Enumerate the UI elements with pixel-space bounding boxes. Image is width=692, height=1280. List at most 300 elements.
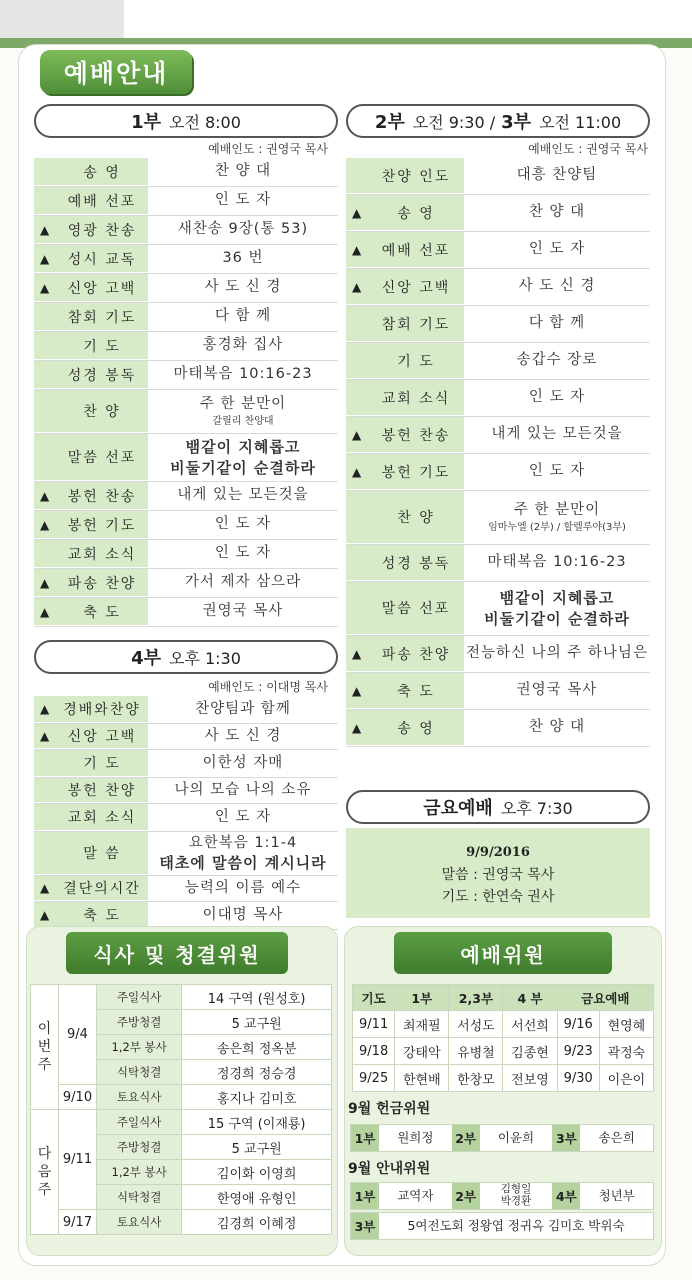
order-row bbox=[34, 158, 338, 187]
order-row bbox=[346, 380, 650, 417]
guide-row2 bbox=[350, 1212, 654, 1240]
order-row bbox=[346, 636, 650, 673]
order-label bbox=[346, 636, 464, 672]
order-row bbox=[34, 876, 338, 902]
order-label-text: 성경 봉독 bbox=[381, 555, 451, 572]
order-label-text: 말 씀 bbox=[83, 846, 121, 862]
committee-cell: 서선희 bbox=[503, 1011, 557, 1038]
meal-date: 9/4 bbox=[59, 985, 97, 1085]
order-row bbox=[346, 582, 650, 636]
meal-date: 9/17 bbox=[59, 1210, 97, 1235]
meal-category: 토요식사 bbox=[97, 1210, 182, 1235]
guide-row1 bbox=[350, 1182, 654, 1210]
committee-header: 1부 bbox=[395, 985, 449, 1011]
guide-value: 교역자 bbox=[397, 1188, 434, 1204]
committee-header: 기도 bbox=[353, 985, 395, 1011]
order-value-text: 권영국 목사 bbox=[516, 682, 598, 699]
meal-category: 1,2부 봉사 bbox=[97, 1160, 182, 1185]
order-value-text: 인 도 자 bbox=[528, 241, 586, 258]
order-value-text: 다 함 께 bbox=[214, 308, 272, 325]
order-label-text: 봉헌 기도 bbox=[67, 517, 137, 534]
order-value-text: 이대명 목사 bbox=[202, 906, 284, 923]
order-row bbox=[346, 545, 650, 582]
order-value bbox=[148, 336, 338, 356]
order-label bbox=[34, 832, 148, 875]
order-label bbox=[34, 361, 148, 389]
friday-time: 오후 7:30 bbox=[500, 798, 573, 818]
committee-header: 4 부 bbox=[503, 985, 557, 1011]
order-label bbox=[34, 187, 148, 215]
service3-time: 오전 11:00 bbox=[539, 112, 622, 132]
order-label bbox=[34, 245, 148, 273]
order-label-text: 찬 양 bbox=[397, 510, 435, 526]
order-label bbox=[346, 454, 464, 490]
committee-row bbox=[353, 1065, 654, 1092]
order-row bbox=[34, 778, 338, 804]
friday-prayer: 기도 : 한연숙 권사 bbox=[441, 889, 555, 905]
order-label bbox=[346, 545, 464, 581]
service2-time: 오전 9:30 / bbox=[412, 112, 496, 132]
order-value-text: 홍경화 집사 bbox=[202, 337, 284, 354]
order-value-text: 사 도 신 경 bbox=[518, 278, 596, 295]
meal-value: 김이화 이영희 bbox=[182, 1160, 332, 1185]
triangle-icon: ▲ bbox=[352, 683, 362, 698]
order-label-text: 성경 봉독 bbox=[67, 367, 137, 384]
order-value-text: 사 도 신 경 bbox=[204, 727, 282, 744]
order-value bbox=[464, 388, 650, 408]
triangle-icon: ▲ bbox=[352, 720, 362, 735]
order-label bbox=[34, 778, 148, 803]
triangle-icon: ▲ bbox=[40, 517, 50, 532]
order-row bbox=[34, 724, 338, 750]
order-value bbox=[148, 544, 338, 564]
triangle-icon: ▲ bbox=[352, 427, 362, 442]
order-value-text: 능력의 이름 예수 bbox=[184, 879, 302, 896]
order-label bbox=[34, 750, 148, 777]
guide-row2-key: 3부 bbox=[351, 1213, 379, 1239]
order-label-text: 송 영 bbox=[397, 205, 435, 222]
order-row bbox=[346, 710, 650, 747]
order-row bbox=[34, 482, 338, 511]
service3-part: 3부 bbox=[501, 112, 532, 133]
order-row bbox=[34, 332, 338, 361]
order-value bbox=[148, 220, 338, 240]
order-row bbox=[346, 673, 650, 710]
committee-cell: 9/25 bbox=[353, 1065, 395, 1092]
order-label bbox=[346, 195, 464, 231]
order-value-text: 나의 모습 나의 소유 bbox=[174, 781, 312, 798]
meal-category: 식탁청결 bbox=[97, 1185, 182, 1210]
order-label-text: 교회 소식 bbox=[67, 810, 137, 826]
guide-value: 김형일 박경환 bbox=[500, 1183, 532, 1207]
committee-cell: 9/30 bbox=[557, 1065, 599, 1092]
offering-key: 2부 bbox=[452, 1125, 480, 1151]
committee-cell: 9/23 bbox=[557, 1038, 599, 1065]
order-label bbox=[34, 598, 148, 626]
committee-cell: 9/11 bbox=[353, 1011, 395, 1038]
order-label-text: 봉헌 찬송 bbox=[67, 488, 137, 505]
triangle-icon: ▲ bbox=[40, 280, 50, 295]
guide-value: 청년부 bbox=[598, 1188, 635, 1204]
order-value-text: 뱀같이 지혜롭고 bbox=[499, 589, 615, 608]
order-label bbox=[346, 343, 464, 379]
top-gray-block bbox=[0, 0, 124, 40]
committee-cell: 9/16 bbox=[557, 1011, 599, 1038]
meal-week-label: 다 음 주 bbox=[31, 1110, 59, 1235]
order-row bbox=[346, 454, 650, 491]
committee-row bbox=[353, 1038, 654, 1065]
triangle-icon: ▲ bbox=[352, 646, 362, 661]
offering-row bbox=[350, 1124, 654, 1152]
service4-time: 오후 1:30 bbox=[168, 648, 241, 668]
order-value-text-2: 태초에 말씀이 계시니라 bbox=[159, 854, 327, 873]
order-label bbox=[34, 274, 148, 302]
meal-value: 15 구역 (이재룡) bbox=[182, 1110, 332, 1135]
order-label bbox=[34, 390, 148, 433]
order-label bbox=[34, 511, 148, 539]
order-value-text: 다 함 께 bbox=[528, 315, 586, 332]
order-value bbox=[148, 249, 338, 269]
committee-cell: 전보영 bbox=[503, 1065, 557, 1092]
committee-cell: 한현배 bbox=[395, 1065, 449, 1092]
friday-sermon: 말씀 : 권영국 목사 bbox=[441, 867, 555, 883]
order-value bbox=[464, 314, 650, 334]
order-value bbox=[464, 681, 650, 701]
service2-part: 2부 bbox=[374, 112, 405, 133]
order-label-text: 찬 양 bbox=[83, 404, 121, 420]
order-label-text: 봉헌 찬양 bbox=[67, 783, 137, 799]
committee-cell: 현영혜 bbox=[599, 1011, 653, 1038]
meal-row bbox=[31, 1210, 332, 1235]
order-label-text: 송 영 bbox=[83, 164, 121, 181]
order-label bbox=[346, 158, 464, 194]
committee-cell: 강태악 bbox=[395, 1038, 449, 1065]
order-value-text: 주 한 분만이 bbox=[199, 395, 287, 412]
order-value-sub: 갈릴리 찬양대 bbox=[212, 415, 274, 427]
order-label-text: 참회 기도 bbox=[67, 309, 137, 326]
order-value bbox=[148, 278, 338, 298]
committee-cell: 서성도 bbox=[449, 1011, 503, 1038]
order-value-text: 마태복음 10:16-23 bbox=[487, 554, 627, 571]
order-value bbox=[464, 553, 650, 573]
order-label bbox=[34, 724, 148, 749]
order-value bbox=[464, 462, 650, 482]
triangle-icon: ▲ bbox=[352, 279, 362, 294]
order-value bbox=[148, 906, 338, 926]
order-value-text: 이한성 자매 bbox=[202, 754, 284, 771]
service4-header bbox=[34, 640, 338, 674]
friday-title: 금요예배 bbox=[423, 798, 493, 819]
guide-key: 1부 bbox=[351, 1183, 379, 1209]
order-label-text: 말씀 선포 bbox=[381, 601, 451, 617]
order-value-text: 찬 양 대 bbox=[214, 163, 272, 180]
order-value-text: 인 도 자 bbox=[214, 192, 272, 209]
order-row bbox=[346, 269, 650, 306]
offering-value: 원희정 bbox=[397, 1130, 434, 1146]
order-value-text: 전능하신 나의 주 하나님은 bbox=[466, 645, 648, 662]
order-label-text: 참회 기도 bbox=[381, 316, 451, 333]
order-label-text: 송 영 bbox=[397, 720, 435, 737]
service23-leader: 예배인도 : 권영국 목사 bbox=[528, 142, 648, 156]
triangle-icon: ▲ bbox=[40, 729, 50, 743]
meal-week-label: 이 번 주 bbox=[31, 985, 59, 1110]
meal-title: 식사 및 청결위원 bbox=[66, 932, 288, 974]
order-label-text: 예배 선포 bbox=[67, 193, 137, 210]
order-label bbox=[34, 482, 148, 510]
order-row bbox=[34, 361, 338, 390]
guide-key: 4부 bbox=[552, 1183, 580, 1209]
order-value-text: 인 도 자 bbox=[528, 389, 586, 406]
order-value-text: 마태복음 10:16-23 bbox=[173, 366, 313, 383]
order-row bbox=[34, 390, 338, 434]
offering-title: 9월 헌금위원 bbox=[348, 1101, 431, 1117]
order-label-text: 봉헌 기도 bbox=[381, 464, 451, 481]
committee-cell: 최재필 bbox=[395, 1011, 449, 1038]
order-value bbox=[148, 191, 338, 211]
order-value bbox=[464, 240, 650, 260]
order-label bbox=[346, 582, 464, 635]
triangle-icon: ▲ bbox=[40, 908, 50, 922]
order-row bbox=[34, 832, 338, 876]
triangle-icon: ▲ bbox=[40, 251, 50, 266]
order-label bbox=[346, 710, 464, 746]
order-value bbox=[464, 203, 650, 223]
meal-value: 14 구역 (원성호) bbox=[182, 985, 332, 1010]
triangle-icon: ▲ bbox=[40, 881, 50, 895]
order-value-text: 가서 제자 삼으라 bbox=[184, 574, 302, 591]
meal-date: 9/10 bbox=[59, 1085, 97, 1110]
triangle-icon: ▲ bbox=[352, 464, 362, 479]
order-label bbox=[34, 303, 148, 331]
meal-row bbox=[31, 1085, 332, 1110]
order-value bbox=[464, 644, 650, 664]
offering-key: 1부 bbox=[351, 1125, 379, 1151]
offering-value: 이윤희 bbox=[497, 1130, 535, 1146]
order-row bbox=[346, 491, 650, 545]
order-value-text: 권영국 목사 bbox=[202, 603, 284, 620]
triangle-icon: ▲ bbox=[40, 702, 50, 716]
order-row bbox=[34, 216, 338, 245]
order-label-text: 교회 소식 bbox=[67, 546, 137, 563]
offering-value: 송은희 bbox=[598, 1130, 635, 1146]
order-label-text: 결단의시간 bbox=[63, 881, 141, 897]
order-label bbox=[34, 216, 148, 244]
order-value bbox=[148, 602, 338, 622]
order-value-text: 찬양팀과 함께 bbox=[195, 700, 291, 717]
order-value bbox=[464, 351, 650, 371]
triangle-icon: ▲ bbox=[40, 575, 50, 590]
order-value bbox=[148, 307, 338, 327]
order-row bbox=[34, 569, 338, 598]
order-label-text: 신앙 고백 bbox=[67, 729, 137, 745]
service23-order bbox=[346, 158, 650, 747]
committee-cell: 9/18 bbox=[353, 1038, 395, 1065]
order-label-text: 기 도 bbox=[83, 756, 121, 772]
order-label-text: 경배와찬양 bbox=[63, 702, 141, 718]
committee-cell: 한창모 bbox=[449, 1065, 503, 1092]
order-value-text: 내게 있는 모든것을 bbox=[177, 487, 309, 504]
order-value-text: 인 도 자 bbox=[214, 545, 272, 562]
order-row bbox=[34, 274, 338, 303]
order-row bbox=[346, 232, 650, 269]
service1-leader: 예배인도 : 권영국 목사 bbox=[208, 142, 328, 156]
order-label bbox=[34, 902, 148, 929]
meal-category: 주방청결 bbox=[97, 1135, 182, 1160]
order-value-sub: 임마누엘 (2부) / 할렐루야(3부) bbox=[488, 521, 626, 533]
committee-title: 예배위원 bbox=[394, 932, 612, 974]
service4-part: 4부 bbox=[131, 648, 161, 669]
order-label bbox=[346, 673, 464, 709]
order-row bbox=[34, 750, 338, 778]
service1-part: 1부 bbox=[131, 112, 161, 133]
order-label-text: 파송 찬양 bbox=[381, 646, 451, 663]
order-value bbox=[148, 365, 338, 385]
order-value bbox=[148, 727, 338, 747]
meal-value: 김경희 이혜정 bbox=[182, 1210, 332, 1235]
order-label bbox=[346, 417, 464, 453]
order-value-text-2: 비둘기같이 순결하라 bbox=[170, 458, 316, 477]
committee-cell: 곽정숙 bbox=[599, 1038, 653, 1065]
order-value-text: 주 한 분만이 bbox=[513, 501, 601, 518]
triangle-icon: ▲ bbox=[352, 242, 362, 257]
order-label bbox=[34, 540, 148, 568]
order-value bbox=[148, 754, 338, 774]
order-value bbox=[148, 486, 338, 506]
order-row bbox=[34, 187, 338, 216]
guide-row2-value: 5여전도회 정왕엽 정귀옥 김미호 박위숙 bbox=[407, 1218, 625, 1234]
order-label-text: 성시 교독 bbox=[67, 251, 137, 268]
order-value-text: 내게 있는 모든것을 bbox=[491, 426, 623, 443]
service1-order bbox=[34, 158, 338, 627]
meal-value: 홍지나 김미호 bbox=[182, 1085, 332, 1110]
order-label-text: 기 도 bbox=[397, 353, 435, 370]
order-label bbox=[34, 158, 148, 186]
order-row bbox=[34, 303, 338, 332]
order-label-text: 말씀 선포 bbox=[67, 450, 137, 466]
order-label-text: 축 도 bbox=[83, 908, 121, 924]
order-row bbox=[34, 598, 338, 627]
order-label-text: 축 도 bbox=[83, 604, 121, 621]
order-value-text: 새찬송 9장(통 53) bbox=[177, 221, 309, 238]
order-row bbox=[346, 158, 650, 195]
committee-cell: 김종현 bbox=[503, 1038, 557, 1065]
meal-value: 5 교구원 bbox=[182, 1135, 332, 1160]
meal-row bbox=[31, 985, 332, 1010]
order-label-text: 축 도 bbox=[397, 683, 435, 700]
triangle-icon: ▲ bbox=[40, 488, 50, 503]
order-label-text: 봉헌 찬송 bbox=[381, 427, 451, 444]
service23-header bbox=[346, 104, 650, 138]
order-label bbox=[34, 696, 148, 723]
order-value-text: 36 번 bbox=[222, 250, 264, 267]
committee-table bbox=[352, 984, 654, 1092]
order-value-text: 사 도 신 경 bbox=[204, 279, 282, 296]
order-row bbox=[34, 696, 338, 724]
order-value bbox=[148, 808, 338, 828]
order-value bbox=[148, 395, 338, 428]
order-value-text: 송갑수 장로 bbox=[516, 352, 598, 369]
order-value bbox=[148, 437, 338, 478]
order-label bbox=[346, 232, 464, 268]
order-value bbox=[148, 515, 338, 535]
meal-category: 주일식사 bbox=[97, 985, 182, 1010]
order-row bbox=[34, 540, 338, 569]
order-value-text: 인 도 자 bbox=[214, 808, 272, 825]
order-value bbox=[148, 781, 338, 801]
service1-header bbox=[34, 104, 338, 138]
meal-category: 주일식사 bbox=[97, 1110, 182, 1135]
meal-category: 식탁청결 bbox=[97, 1060, 182, 1085]
order-row bbox=[34, 245, 338, 274]
service4-leader: 예배인도 : 이대명 목사 bbox=[208, 680, 328, 694]
committee-cell: 이은이 bbox=[599, 1065, 653, 1092]
order-label bbox=[34, 434, 148, 481]
order-label bbox=[34, 876, 148, 901]
order-label-text: 신앙 고백 bbox=[381, 279, 451, 296]
meal-category: 1,2부 봉사 bbox=[97, 1035, 182, 1060]
order-value bbox=[148, 573, 338, 593]
order-value-text: 뱀같이 지혜롭고 bbox=[185, 438, 301, 457]
friday-header bbox=[346, 790, 650, 824]
committee-header: 금요예배 bbox=[557, 985, 653, 1011]
order-label-text: 파송 찬양 bbox=[67, 575, 137, 592]
service1-time: 오전 8:00 bbox=[168, 112, 241, 132]
offering-key: 3부 bbox=[552, 1125, 580, 1151]
order-label bbox=[346, 491, 464, 544]
meal-category: 주방청결 bbox=[97, 1010, 182, 1035]
order-value bbox=[464, 166, 650, 186]
order-label-text: 예배 선포 bbox=[381, 242, 451, 259]
top-strip bbox=[0, 0, 692, 40]
order-row bbox=[34, 434, 338, 482]
order-label bbox=[34, 332, 148, 360]
friday-date: 9/9/2016 bbox=[466, 845, 530, 860]
order-value-text: 인 도 자 bbox=[214, 516, 272, 533]
order-value bbox=[148, 879, 338, 899]
friday-box bbox=[346, 828, 650, 918]
order-value bbox=[464, 718, 650, 738]
order-value-text: 찬 양 대 bbox=[528, 204, 586, 221]
guide-title: 9월 안내위원 bbox=[348, 1161, 431, 1177]
order-value bbox=[464, 425, 650, 445]
meal-value: 정경희 정승경 bbox=[182, 1060, 332, 1085]
order-label bbox=[34, 804, 148, 831]
order-label-text: 교회 소식 bbox=[381, 390, 451, 407]
order-value-text: 요한복음 1:1-4 bbox=[188, 834, 298, 851]
order-row bbox=[346, 343, 650, 380]
order-value-text-2: 비둘기같이 순결하라 bbox=[484, 609, 630, 628]
order-label-text: 신앙 고백 bbox=[67, 280, 137, 297]
order-label-text: 기 도 bbox=[83, 338, 121, 355]
meal-category: 토요식사 bbox=[97, 1085, 182, 1110]
triangle-icon: ▲ bbox=[352, 205, 362, 220]
order-value-text: 대흥 찬양팀 bbox=[516, 167, 598, 184]
order-value-text: 찬 양 대 bbox=[528, 719, 586, 736]
meal-value: 5 교구원 bbox=[182, 1010, 332, 1035]
order-value bbox=[464, 588, 650, 629]
service4-order bbox=[34, 696, 338, 930]
order-label bbox=[346, 380, 464, 416]
meal-date: 9/11 bbox=[59, 1110, 97, 1210]
triangle-icon: ▲ bbox=[40, 604, 50, 619]
order-value bbox=[148, 700, 338, 720]
meal-table bbox=[30, 984, 332, 1235]
order-row bbox=[34, 804, 338, 832]
meal-row bbox=[31, 1110, 332, 1135]
order-row bbox=[346, 195, 650, 232]
order-value bbox=[148, 834, 338, 874]
order-value-text: 인 도 자 bbox=[528, 463, 586, 480]
